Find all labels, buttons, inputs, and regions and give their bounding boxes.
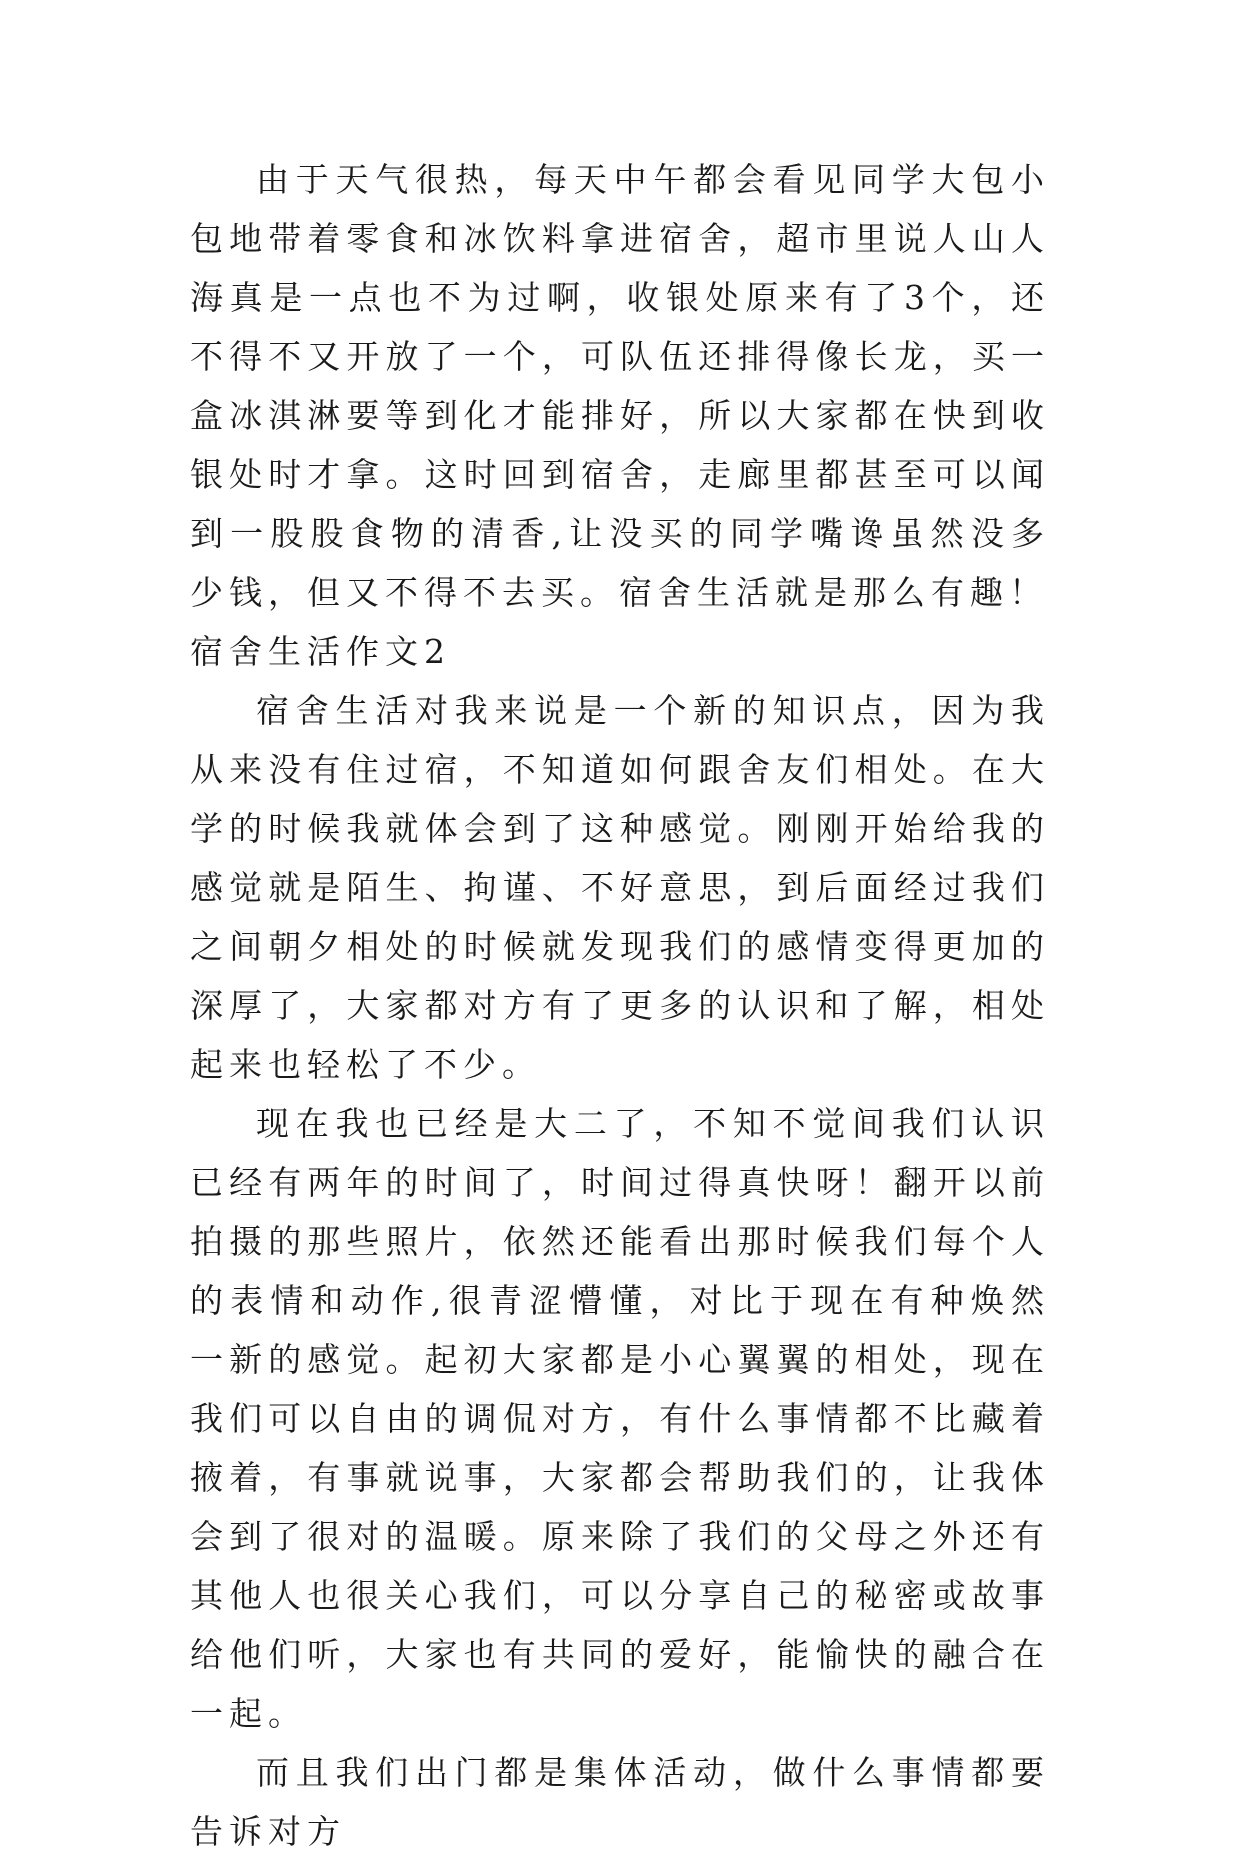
paragraph-4: 而且我们出门都是集体活动，做什么事情都要告诉对方 [190,1753,1050,1851]
document-page [190,150,1050,1861]
paragraph-3: 现在我也已经是大二了，不知不觉间我们认识已经有两年的时间了，时间过得真快呀！翻开以前拍摄的那些照片，依然还能看出那时候我们每个人的表情和动作,很青涩懵懂，对比于现在有种焕然一新的感觉。起初大家都是小心翼翼的相处，现在我们可以自由的调侃对方，有什么事情都不比藏着掖着，有事就说事，大家都会帮助我们的，让我体会到了很对的温暖。原来除了我们的父母之外还有其他人也很关心我们，可以分享自己的秘密或故事给他们听，大家也有共同的爱好，能愉快的融合在一起。 [190,1104,1050,1733]
section-heading-2: 宿舍生活作文2 [190,632,451,671]
paragraph-1: 由于天气很热，每天中午都会看见同学大包小包地带着零食和冰饮料拿进宿舍，超市里说人山人海真是一点也不为过啊，收银处原来有了3个，还不得不又开放了一个，可队伍还排得像长龙，买一盒冰淇淋要等到化才能排好，所以大家都在快到收银处时才拿。这时回到宿舍，走廊里都甚至可以闻到一股股食物的清香,让没买的同学嘴谗虽然没多少钱，但又不得不去买。宿舍生活就是那么有趣！ [190,160,1050,612]
paragraph-2: 宿舍生活对我来说是一个新的知识点，因为我从来没有住过宿，不知道如何跟舍友们相处。在大学的时候我就体会到了这种感觉。刚刚开始给我的感觉就是陌生、拘谨、不好意思，到后面经过我们之间朝夕相处的时候就发现我们的感情变得更加的深厚了，大家都对方有了更多的认识和了解，相处起来也轻松了不少。 [190,691,1050,1084]
